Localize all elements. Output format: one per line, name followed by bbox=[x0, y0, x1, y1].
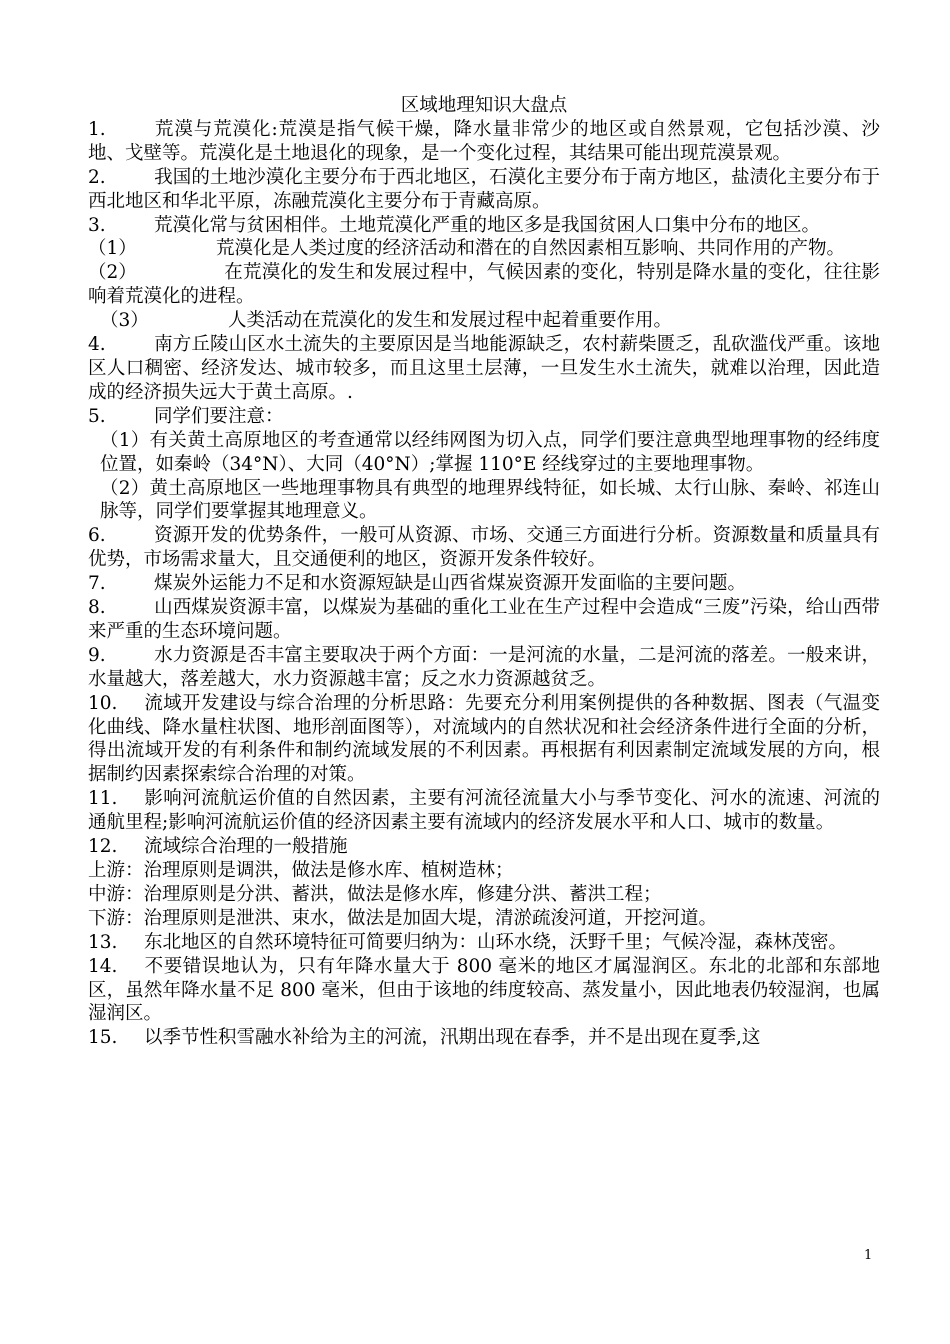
paragraph-12-downstream: 下游：治理原则是泄洪、束水，做法是加固大堤，清淤疏浚河道，开挖河道。 bbox=[88, 907, 718, 929]
item-number: 8. bbox=[88, 597, 106, 619]
item-number: 13. bbox=[88, 931, 118, 953]
paragraph-11 bbox=[88, 787, 880, 835]
paragraph-6 bbox=[88, 524, 880, 572]
sub-item-number: （3） bbox=[100, 310, 149, 332]
paragraph-2 bbox=[88, 166, 880, 214]
item-number: 3. bbox=[88, 214, 106, 236]
paragraph-text: 荒漠化是人类过度的经济活动和潜在的自然因素相互影响、共同作用的产物。 bbox=[216, 238, 846, 260]
item-number: 1. bbox=[88, 118, 106, 140]
paragraph-10 bbox=[88, 692, 880, 788]
item-number: 7. bbox=[88, 573, 106, 595]
paragraph-text: 荒漠化常与贫困相伴。土地荒漠化严重的地区多是我国贫困人口集中分布的地区。 bbox=[154, 214, 821, 236]
item-number: 6. bbox=[88, 525, 106, 547]
paragraph-text: 东北地区的自然环境特征可简要归纳为：山环水绕，沃野千里；气候冷湿，森林茂密。 bbox=[144, 931, 848, 953]
item-number: 5. bbox=[88, 405, 106, 427]
paragraph-3 bbox=[88, 214, 880, 238]
paragraph-text: 流域开发建设与综合治理的分析思路：先要充分利用案例提供的各种数据、图表（气温变化曲线、降水量柱状图、地形剖面图等），对流域内的自然状况和社会经济条件进行全面的分析，得出流域开发的有利条件和制约流域发展的不利因素。再根据有利因素制定流域发展的方向，根据制约因素探索综合治理的对策。 bbox=[88, 692, 880, 786]
paragraph-7 bbox=[88, 572, 880, 596]
item-number: 15. bbox=[88, 1027, 118, 1049]
item-number: 12. bbox=[88, 836, 118, 858]
sub-item-number: （2） bbox=[88, 262, 137, 284]
paragraph-3-2 bbox=[88, 261, 880, 309]
sub-item-number: （1） bbox=[88, 238, 137, 260]
paragraph-text: 流域综合治理的一般措施 bbox=[144, 836, 348, 858]
document-page bbox=[88, 94, 880, 1050]
paragraph-3-1 bbox=[88, 237, 880, 261]
paragraph-12 bbox=[88, 835, 880, 859]
paragraph-3-3 bbox=[88, 309, 880, 333]
paragraph-text: 以季节性积雪融水补给为主的河流，汛期出现在春季，并不是出现在夏季,这 bbox=[144, 1027, 761, 1049]
item-number: 11. bbox=[88, 788, 118, 810]
paragraph-text: 影响河流航运价值的自然因素，主要有河流径流量大小与季节变化、河水的流速、河流的通航里程;影响河流航运价值的经济因素主要有流域内的经济发展水平和人口、城市的数量。 bbox=[88, 788, 880, 834]
paragraph-text: 煤炭外运能力不足和水资源短缺是山西省煤炭资源开发面临的主要问题。 bbox=[154, 573, 747, 595]
paragraph-9 bbox=[88, 644, 880, 692]
item-number: 2. bbox=[88, 166, 106, 188]
paragraph-text: 不要错误地认为，只有年降水量大于 800 毫米的地区才属湿润区。东北的北部和东部地区，虽然年降水量不足 800 毫米，但由于该地的纬度较高、蒸发量小，因此地表仍较湿润，也属湿润区。 bbox=[88, 955, 880, 1025]
paragraph-15 bbox=[88, 1026, 880, 1050]
paragraph-text: 人类活动在荒漠化的发生和发展过程中起着重要作用。 bbox=[228, 310, 673, 332]
paragraph-text: 在荒漠化的发生和发展过程中，气候因素的变化，特别是降水量的变化，往往影响着荒漠化的进程。 bbox=[88, 262, 880, 308]
paragraph-5-1: （1）有关黄土高原地区的考查通常以经纬网图为切入点，同学们要注意典型地理事物的经纬度位置，如秦岭（34°N）、大同（40°N）;掌握 110°E 经线穿过的主要地理事物。 bbox=[100, 429, 880, 475]
item-number: 4. bbox=[88, 334, 106, 356]
paragraph-text: 资源开发的优势条件，一般可从资源、市场、交通三方面进行分析。资源数量和质量具有优势，市场需求量大，且交通便利的地区，资源开发条件较好。 bbox=[88, 525, 880, 571]
paragraph-4 bbox=[88, 333, 880, 405]
paragraph-text: 南方丘陵山区水土流失的主要原因是当地能源缺乏，农村薪柴匮乏，乱砍滥伐严重。该地区人口稠密、经济发达、城市较多，而且这里土层薄，一旦发生水土流失，就难以治理，因此造成的经济损失远大于黄土高原。. bbox=[88, 334, 880, 403]
item-number: 10. bbox=[88, 692, 118, 714]
paragraph-12-upstream: 上游：治理原则是调洪，做法是修水库、植树造林； bbox=[88, 860, 514, 881]
paragraph-text: 山西煤炭资源丰富，以煤炭为基础的重化工业在生产过程中会造成“三废”污染，给山西带来严重的生态环境问题。 bbox=[88, 597, 880, 642]
paragraph-text: 同学们要注意： bbox=[154, 405, 284, 427]
paragraph-text: 我国的土地沙漠化主要分布于西北地区，石漠化主要分布于南方地区，盐渍化主要分布于西北地区和华北平原，冻融荒漠化主要分布于青藏高原。 bbox=[88, 166, 880, 212]
document-title: 区域地理知识大盘点 bbox=[400, 95, 568, 116]
paragraph-8 bbox=[88, 596, 880, 644]
item-number: 14. bbox=[88, 955, 118, 977]
paragraph-5-2: （2）黄土高原地区一些地理事物具有典型的地理界线特征，如长城、太行山脉、秦岭、祁连山脉等，同学们要掌握其地理意义。 bbox=[100, 477, 880, 523]
paragraph-1 bbox=[88, 118, 880, 166]
paragraph-text: 水力资源是否丰富主要取决于两个方面：一是河流的水量，二是河流的落差。一般来讲，水量越大，落差越大，水力资源越丰富；反之水力资源越贫乏。 bbox=[88, 644, 880, 690]
paragraph-13 bbox=[88, 931, 880, 955]
page-number: 1 bbox=[864, 1248, 873, 1263]
paragraph-5 bbox=[88, 405, 880, 429]
item-number: 9. bbox=[88, 644, 106, 666]
paragraph-text: 荒漠与荒漠化:荒漠是指气候干燥，降水量非常少的地区或自然景观，它包括沙漠、沙地、戈壁等。荒漠化是土地退化的现象，是一个变化过程，其结果可能出现荒漠景观。 bbox=[88, 118, 880, 164]
paragraph-14 bbox=[88, 955, 880, 1027]
paragraph-12-midstream: 中游：治理原则是分洪、蓄洪，做法是修水库，修建分洪、蓄洪工程； bbox=[88, 883, 662, 905]
